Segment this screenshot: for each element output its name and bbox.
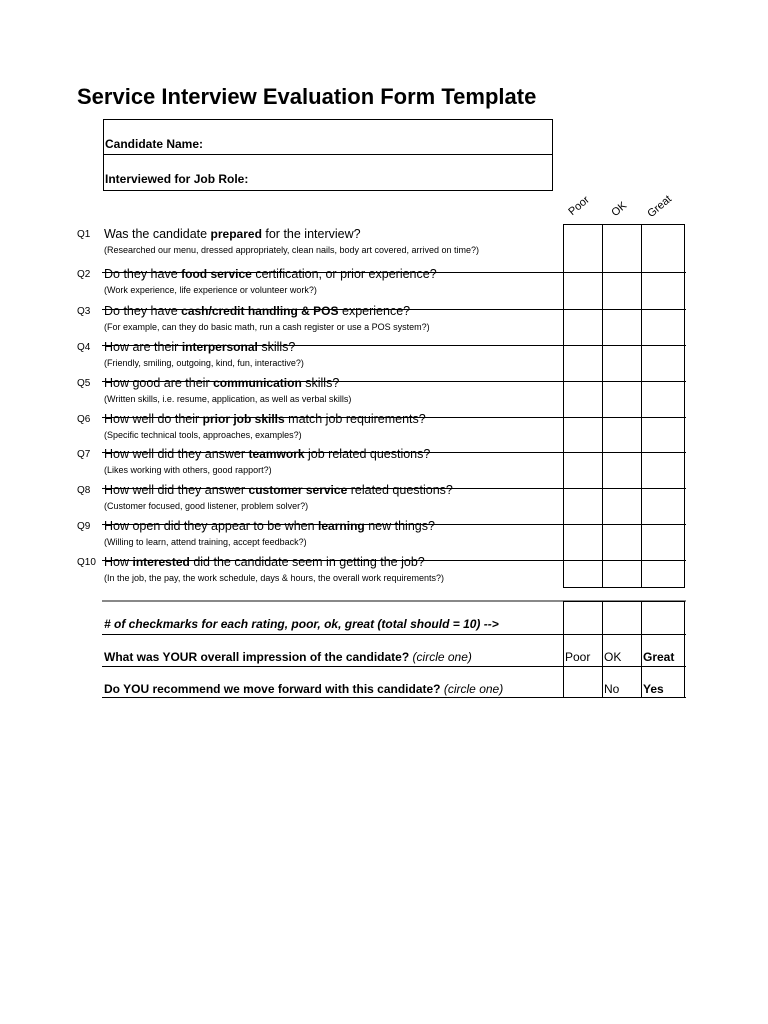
question-text-tail: certification, or prior experience? bbox=[251, 267, 437, 281]
recommend-question bbox=[104, 682, 503, 696]
question-text bbox=[104, 447, 430, 461]
impression-option-poor[interactable]: Poor bbox=[565, 650, 591, 664]
question-text-lead: How good are their bbox=[104, 376, 214, 390]
column-header-ok: OK bbox=[609, 199, 630, 219]
rating-cell-poor[interactable] bbox=[564, 525, 602, 560]
question-text-lead: Do they have bbox=[104, 304, 182, 318]
grid-divider bbox=[641, 602, 642, 697]
page-title: Service Interview Evaluation Form Template bbox=[77, 84, 537, 109]
rating-cell-ok[interactable] bbox=[603, 525, 641, 560]
question-number: Q4 bbox=[77, 342, 91, 353]
question-text-lead: How are their bbox=[104, 340, 182, 354]
rating-cell-ok[interactable] bbox=[603, 561, 641, 588]
recommend-note: (circle one) bbox=[443, 682, 504, 696]
question-text-lead: Do they have bbox=[104, 267, 182, 281]
summary-grid bbox=[563, 601, 685, 697]
question-text bbox=[104, 376, 339, 390]
question-hint: (In the job, the pay, the work schedule, days & hours, the overall work requirements?) bbox=[104, 573, 445, 583]
question-hint: (Work experience, life experience or volunteer work?) bbox=[104, 285, 317, 295]
question-text-tail: experience? bbox=[338, 304, 411, 318]
question-text bbox=[104, 412, 426, 426]
question-text-tail: for the interview? bbox=[261, 227, 361, 241]
question-text-lead: Was the candidate bbox=[104, 227, 211, 241]
question-text bbox=[104, 304, 410, 318]
question-text-tail: did the candidate seem in getting the job? bbox=[189, 555, 425, 569]
rating-cell-great[interactable] bbox=[642, 310, 680, 345]
question-hint: (Friendly, smiling, outgoing, kind, fun, interactive?) bbox=[104, 358, 304, 368]
question-keyword: teamwork bbox=[248, 447, 305, 461]
rating-cell-poor[interactable] bbox=[564, 418, 602, 452]
rating-cell-poor[interactable] bbox=[564, 225, 602, 272]
recommend-text: Do YOU recommend we move forward with this candidate? bbox=[104, 682, 441, 696]
question-number: Q1 bbox=[77, 229, 91, 240]
overall-impression-note: (circle one) bbox=[412, 650, 472, 664]
question-text-tail: new things? bbox=[364, 519, 435, 533]
impression-option-ok[interactable]: OK bbox=[604, 650, 622, 664]
row-line bbox=[102, 697, 686, 698]
rating-cell-great[interactable] bbox=[642, 525, 680, 560]
recommend-option-yes[interactable]: Yes bbox=[643, 682, 664, 696]
rating-cell-great[interactable] bbox=[642, 382, 680, 417]
rating-cell-ok[interactable] bbox=[603, 310, 641, 345]
question-hint: (Researched our menu, dressed appropriately, clean nails, body art covered, arrived on time?) bbox=[104, 245, 480, 255]
rating-cell-ok[interactable] bbox=[603, 489, 641, 524]
question-keyword: interested bbox=[132, 555, 190, 569]
column-header-great: Great bbox=[645, 193, 675, 220]
question-number: Q3 bbox=[77, 306, 91, 317]
question-keyword: customer service bbox=[248, 483, 348, 497]
question-keyword: food service bbox=[181, 267, 252, 281]
rating-cell-ok[interactable] bbox=[603, 382, 641, 417]
candidate-name-field[interactable] bbox=[104, 120, 552, 155]
question-text-tail: skills? bbox=[301, 376, 340, 390]
question-text-lead: How well did they answer bbox=[104, 447, 249, 461]
question-text bbox=[104, 340, 295, 354]
rating-cell-great[interactable] bbox=[642, 273, 680, 309]
question-number: Q6 bbox=[77, 414, 91, 425]
question-text-lead: How well did they answer bbox=[104, 483, 249, 497]
rating-cell-ok[interactable] bbox=[603, 273, 641, 309]
question-text-tail: job related questions? bbox=[304, 447, 431, 461]
question-number: Q8 bbox=[77, 485, 91, 496]
question-text bbox=[104, 555, 425, 569]
checkmarks-total-label: # of checkmarks for each rating, poor, ok, great (total should = 10) --> bbox=[104, 617, 499, 631]
candidate-name-label: Candidate Name: bbox=[105, 137, 204, 151]
question-number: Q2 bbox=[77, 269, 91, 280]
rating-cell-poor[interactable] bbox=[564, 346, 602, 381]
rating-cell-ok[interactable] bbox=[603, 418, 641, 452]
rating-cell-poor[interactable] bbox=[564, 382, 602, 417]
question-text-tail: related questions? bbox=[347, 483, 453, 497]
rating-cell-ok[interactable] bbox=[603, 453, 641, 488]
question-keyword: prior job skills bbox=[202, 412, 285, 426]
question-hint: (Written skills, i.e. resume, application, as well as verbal skills) bbox=[104, 394, 352, 404]
question-hint: (Likes working with others, good rapport?) bbox=[104, 465, 272, 475]
question-text bbox=[104, 519, 435, 533]
job-role-label: Interviewed for Job Role: bbox=[105, 172, 249, 186]
question-hint: (Specific technical tools, approaches, examples?) bbox=[104, 430, 302, 440]
rating-cell-great[interactable] bbox=[642, 346, 680, 381]
question-number: Q10 bbox=[77, 557, 96, 568]
question-text-lead: How bbox=[104, 555, 133, 569]
rating-cell-ok[interactable] bbox=[603, 225, 641, 272]
question-keyword: interpersonal bbox=[181, 340, 258, 354]
rating-cell-poor[interactable] bbox=[564, 310, 602, 345]
grid-divider bbox=[602, 602, 603, 697]
question-keyword: learning bbox=[318, 519, 365, 533]
rating-cell-great[interactable] bbox=[642, 418, 680, 452]
question-text bbox=[104, 483, 453, 497]
question-hint: (For example, can they do basic math, run a cash register or use a POS system?) bbox=[104, 322, 430, 332]
question-text bbox=[104, 227, 361, 241]
question-text bbox=[104, 267, 437, 281]
rating-cell-great[interactable] bbox=[642, 489, 680, 524]
question-text-tail: match job requirements? bbox=[284, 412, 426, 426]
question-text-tail: skills? bbox=[257, 340, 296, 354]
rating-cell-great[interactable] bbox=[642, 225, 680, 272]
rating-cell-poor[interactable] bbox=[564, 453, 602, 488]
candidate-info-box bbox=[103, 119, 553, 191]
column-header-poor: Poor bbox=[566, 193, 592, 218]
question-keyword: communication bbox=[213, 376, 302, 390]
question-hint: (Customer focused, good listener, problem solver?) bbox=[104, 501, 309, 511]
rating-cell-ok[interactable] bbox=[603, 346, 641, 381]
recommend-option-no[interactable]: No bbox=[604, 682, 620, 696]
overall-impression-text: What was YOUR overall impression of the candidate? bbox=[104, 650, 410, 664]
job-role-field[interactable] bbox=[104, 155, 552, 189]
row-line bbox=[102, 634, 686, 635]
question-keyword: prepared bbox=[210, 227, 262, 241]
rating-cell-poor[interactable] bbox=[564, 489, 602, 524]
question-hint: (Willing to learn, attend training, accept feedback?) bbox=[104, 537, 307, 547]
rating-cell-great[interactable] bbox=[642, 561, 680, 588]
question-number: Q9 bbox=[77, 521, 91, 532]
rating-cell-great[interactable] bbox=[642, 453, 680, 488]
question-number: Q5 bbox=[77, 378, 91, 389]
row-line bbox=[102, 666, 686, 667]
question-text-lead: How well do their bbox=[104, 412, 203, 426]
question-text-lead: How open did they appear to be when bbox=[104, 519, 319, 533]
impression-option-great[interactable]: Great bbox=[643, 650, 675, 664]
question-number: Q7 bbox=[77, 449, 91, 460]
overall-impression-question bbox=[104, 650, 472, 664]
rating-cell-poor[interactable] bbox=[564, 273, 602, 309]
question-keyword: cash/credit handling & POS bbox=[181, 304, 339, 318]
rating-cell-poor[interactable] bbox=[564, 561, 602, 588]
